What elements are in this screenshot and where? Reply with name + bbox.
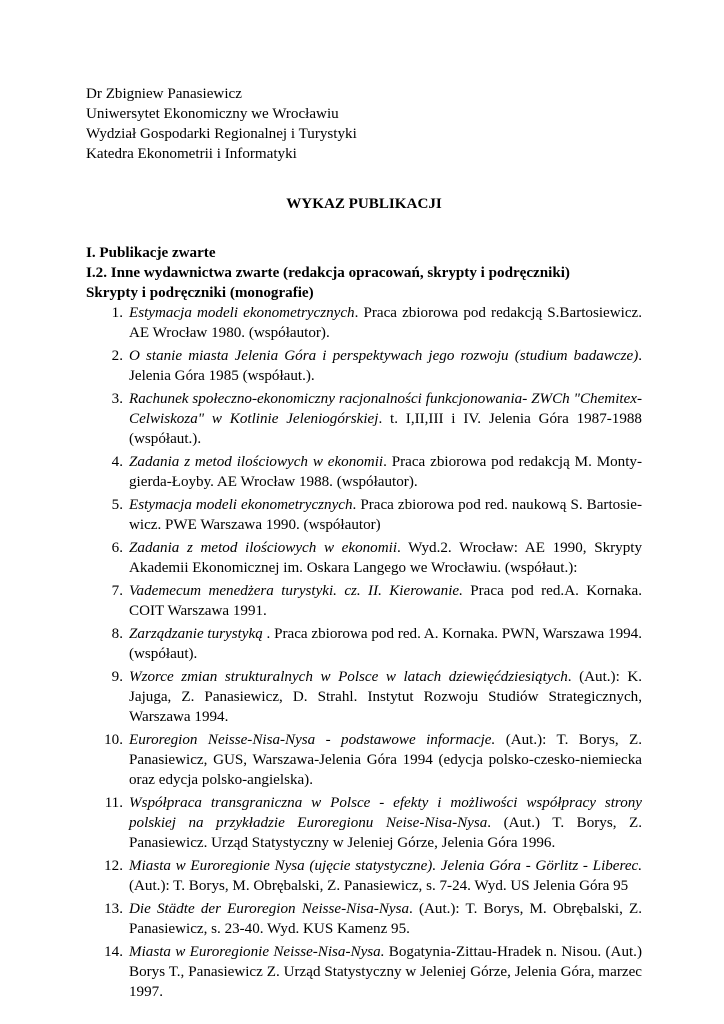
publication-details: . Praca zbiorowa pod red. A. Kornaka. PWN, Warszawa 1994. (współaut).: [129, 626, 642, 662]
publication-number: 9.: [111, 669, 123, 685]
publication-list: [86, 303, 642, 1002]
document-title: WYKAZ PUBLIKACJI: [286, 196, 442, 212]
publication-title: Euroregion Neisse-Nisa-Nysa - podstawowe informacje.: [129, 732, 496, 748]
publication-details: (Aut.): T. Borys, Z. Panasiewicz, GUS, Warszawa-Jelenia Góra 1994 (edycja polsko-czesko-niemiecka oraz edycja polsko-angielska).: [129, 732, 643, 788]
publication-title: Rachunek społeczno-ekonomiczny racjonalności funkcjonowania- ZWCh "Chemitex-Celwiskoza" w Kotlinie Jeleniogórskiej: [129, 391, 642, 427]
publication-item: [86, 538, 642, 578]
publication-number: 13.: [104, 901, 123, 917]
publication-number: 3.: [111, 391, 123, 407]
publication-details: . Jelenia Góra 1985 (współaut.).: [129, 348, 642, 384]
publication-item: [86, 495, 642, 535]
author-name: Dr Zbigniew Panasiewicz: [86, 86, 242, 102]
publication-number: 11.: [104, 795, 123, 811]
publication-number: 6.: [111, 540, 123, 556]
publication-item: [86, 730, 642, 790]
publication-number: 10.: [104, 732, 123, 748]
publication-details: . t. I,II,III i IV. Jelenia Góra 1987-1988 (współaut.).: [129, 411, 642, 447]
publication-item: [86, 624, 642, 664]
document-page: [86, 84, 642, 1005]
publication-title: Miasta w Euroregionie Neisse-Nisa-Nysa.: [129, 944, 385, 960]
publication-number: 4.: [111, 454, 123, 470]
publication-title: Zadania z metod ilościowych w ekonomii: [129, 540, 398, 556]
publication-title: Współpraca transgraniczna w Polsce - efekty i możliwości współpracy strony polskiej na przykładzie Euroregionu Neise-Nisa-Nysa: [129, 795, 642, 831]
publication-details: . Praca zbiorowa pod redakcją M. Monty-gierda-Łoyby. AE Wrocław 1988. (współautor).: [129, 454, 642, 490]
publication-number: 5.: [111, 497, 123, 513]
publication-item: [86, 793, 642, 853]
publication-details: . Wyd.2. Wrocław: AE 1990, Skrypty Akademii Ekonomicznej im. Oskara Langego we Wrocławiu. (współaut.):: [129, 540, 642, 576]
publication-details: . Praca zbiorowa pod red. naukową S. Bartosie-wicz. PWE Warszawa 1990. (współautor): [129, 497, 642, 533]
author-faculty: Wydział Gospodarki Regionalnej i Turystyki: [86, 126, 357, 142]
publication-title: Miasta w Euroregionie Nysa (ujęcie statystyczne). Jelenia Góra - Görlitz - Liberec.: [129, 858, 642, 874]
publication-item: [86, 856, 642, 896]
publication-number: 12.: [104, 858, 123, 874]
publication-number: 1.: [111, 305, 123, 321]
publication-details: . (Aut.): T. Borys, M. Obrębalski, Z. Panasiewicz, s. 23-40. Wyd. KUS Kamenz 95.: [129, 901, 642, 937]
section-heading: I. Publikacje zwarte: [86, 245, 216, 261]
publication-title: Zadania z metod ilościowych w ekonomii: [129, 454, 384, 470]
publication-item: [86, 346, 642, 386]
publication-number: 14.: [104, 944, 123, 960]
author-department: Katedra Ekonometrii i Informatyki: [86, 146, 297, 162]
publication-title: O stanie miasta Jelenia Góra i perspektywach jego rozwoju (studium badawcze): [129, 348, 639, 364]
publication-title: Die Städte der Euroregion Neisse-Nisa-Nysa: [129, 901, 410, 917]
publication-item: [86, 389, 642, 449]
publication-item: [86, 899, 642, 939]
publication-title: Estymacja modeli ekonometrycznych: [129, 305, 355, 321]
publication-details: (Aut.): T. Borys, M. Obrębalski, Z. Panasiewicz, s. 7-24. Wyd. US Jelenia Góra 95: [129, 878, 629, 894]
publication-title: Estymacja modeli ekonometrycznych: [129, 497, 353, 513]
publication-number: 7.: [111, 583, 123, 599]
publication-item: [86, 303, 642, 343]
publication-item: [86, 452, 642, 492]
publication-number: 8.: [111, 626, 123, 642]
publication-details: . Praca zbiorowa pod redakcją S.Bartosiewicz. AE Wrocław 1980. (współautor).: [129, 305, 642, 341]
publication-item: [86, 581, 642, 621]
publication-item: [86, 667, 642, 727]
author-university: Uniwersytet Ekonomiczny we Wrocławiu: [86, 106, 339, 122]
subsection-heading: I.2. Inne wydawnictwa zwarte (redakcja opracowań, skrypty i podręczniki): [86, 265, 570, 281]
publication-details: . (Aut.) T. Borys, Z. Panasiewicz. Urząd Statystyczny w Jeleniej Górze, Jelenia Góra 1996.: [129, 815, 642, 851]
publication-details: Praca pod red.A. Kornaka. COIT Warszawa 1991.: [129, 583, 642, 619]
publication-title: Wzorce zmian strukturalnych w Polsce w latach dziewięćdziesiątych: [129, 669, 568, 685]
subsubsection-heading: Skrypty i podręczniki (monografie): [86, 285, 314, 301]
publication-title: Zarządzanie turystyką: [129, 626, 263, 642]
publication-details: Bogatynia-Zittau-Hradek n. Nisou. (Aut.) Borys T., Panasiewicz Z. Urząd Statystyczny w Jeleniej Górze, Jelenia Góra, marzec 1997.: [129, 944, 642, 1000]
publication-item: [86, 942, 642, 1002]
publication-number: 2.: [111, 348, 123, 364]
publication-title: Vademecum menedżera turystyki. cz. II. Kierowanie.: [129, 583, 463, 599]
author-block: [86, 84, 642, 164]
publication-details: . (Aut.): K. Jajuga, Z. Panasiewicz, D. Strahl. Instytut Rozwoju Studiów Strategicznych, Warszawa 1994.: [129, 669, 643, 725]
